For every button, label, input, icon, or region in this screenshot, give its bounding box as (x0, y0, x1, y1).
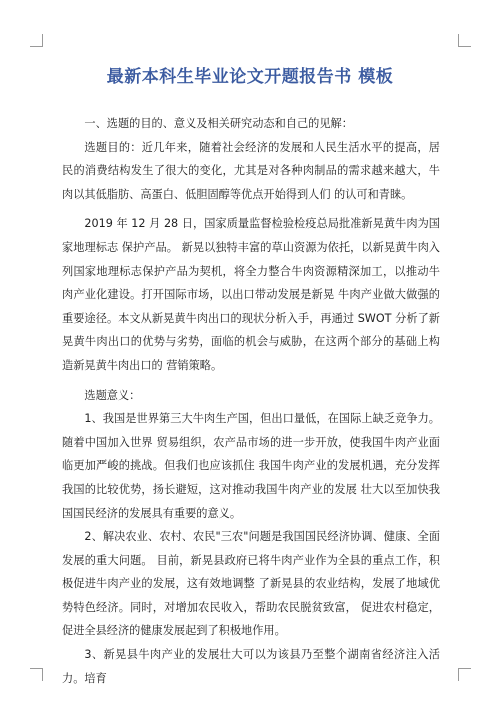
paragraph-significance-label: 选题意义： (84, 388, 141, 402)
paragraph-point-1: 1、我国是世界第三大牛肉生产国，但出口量低，在国际上缺乏竞争力。随着中国加入世界 贸易组织，农产品市场的进一步开放，使我国牛肉产业面临更加严峻的挑战。但我们也应该抓住 我国牛肉产业的发展机遇，充分发挥我国的比较优势，扬长避短，这对推动我国牛肉产业的发展 壮大以至加快我国国民经济的发展具有重要的意义。 (62, 412, 440, 520)
crop-mark-bottom-right (458, 668, 471, 681)
document-body (62, 112, 440, 690)
paragraph-point-2: 2、解决农业、农村、农民"三农"问题是我国国民经济协调、健康、全面发展的重大问题。 目前，新晃县政府已将牛肉产业作为全县的重点工作，积极促进牛肉产业的发展，这有效地调整 了新晃县的农业结构，发展了地域优势特色经济。同时，对增加农民收入，帮助农民脱贫致富， 促进农村稳定，促进全县经济的健康发展起到了积极地作用。 (62, 530, 440, 638)
paragraph-point-3: 3、新晃县牛肉产业的发展壮大可以为该县乃至整个湖南省经济注入活力。培育 (62, 648, 440, 685)
crop-mark-top-left (30, 34, 43, 47)
paragraph-purpose: 选题目的：近几年来，随着社会经济的发展和人民生活水平的提高，居民的消费结构发生了很大的变化，尤其是对各种肉制品的需求越来越大，牛肉以其低脂肪、高蛋白、低胆固醇等优点开始得到人们 的认可和青睐。 (62, 140, 440, 201)
crop-mark-bottom-left (30, 668, 43, 681)
document-title: 最新本科生毕业论文开题报告书 模板 (106, 67, 394, 87)
crop-mark-top-right (458, 34, 471, 47)
section-heading: 一、选题的目的、意义及相关研究动态和自己的见解： (84, 117, 353, 130)
paragraph-background: 2019 年 12 月 28 日，国家质量监督检验检疫总局批准新晃黄牛肉为国家地理标志 保护产品。 新晃以独特丰富的草山资源为依托，以新晃黄牛肉入列国家地理标志保护产品为契机，将全力整合牛肉资源精深加工，以推动牛肉产业化建设。打开国际市场，以出口带动发展是新晃 牛肉产业做大做强的重要途径。本文从新晃黄牛肉出口的现状分析入手，再通过 SWOT 分析了新 晃黄牛肉出口的优势与劣势，面临的机会与威胁，在这两个部分的基础上构造新晃黄牛肉出口的 营销策略。 (62, 217, 440, 372)
